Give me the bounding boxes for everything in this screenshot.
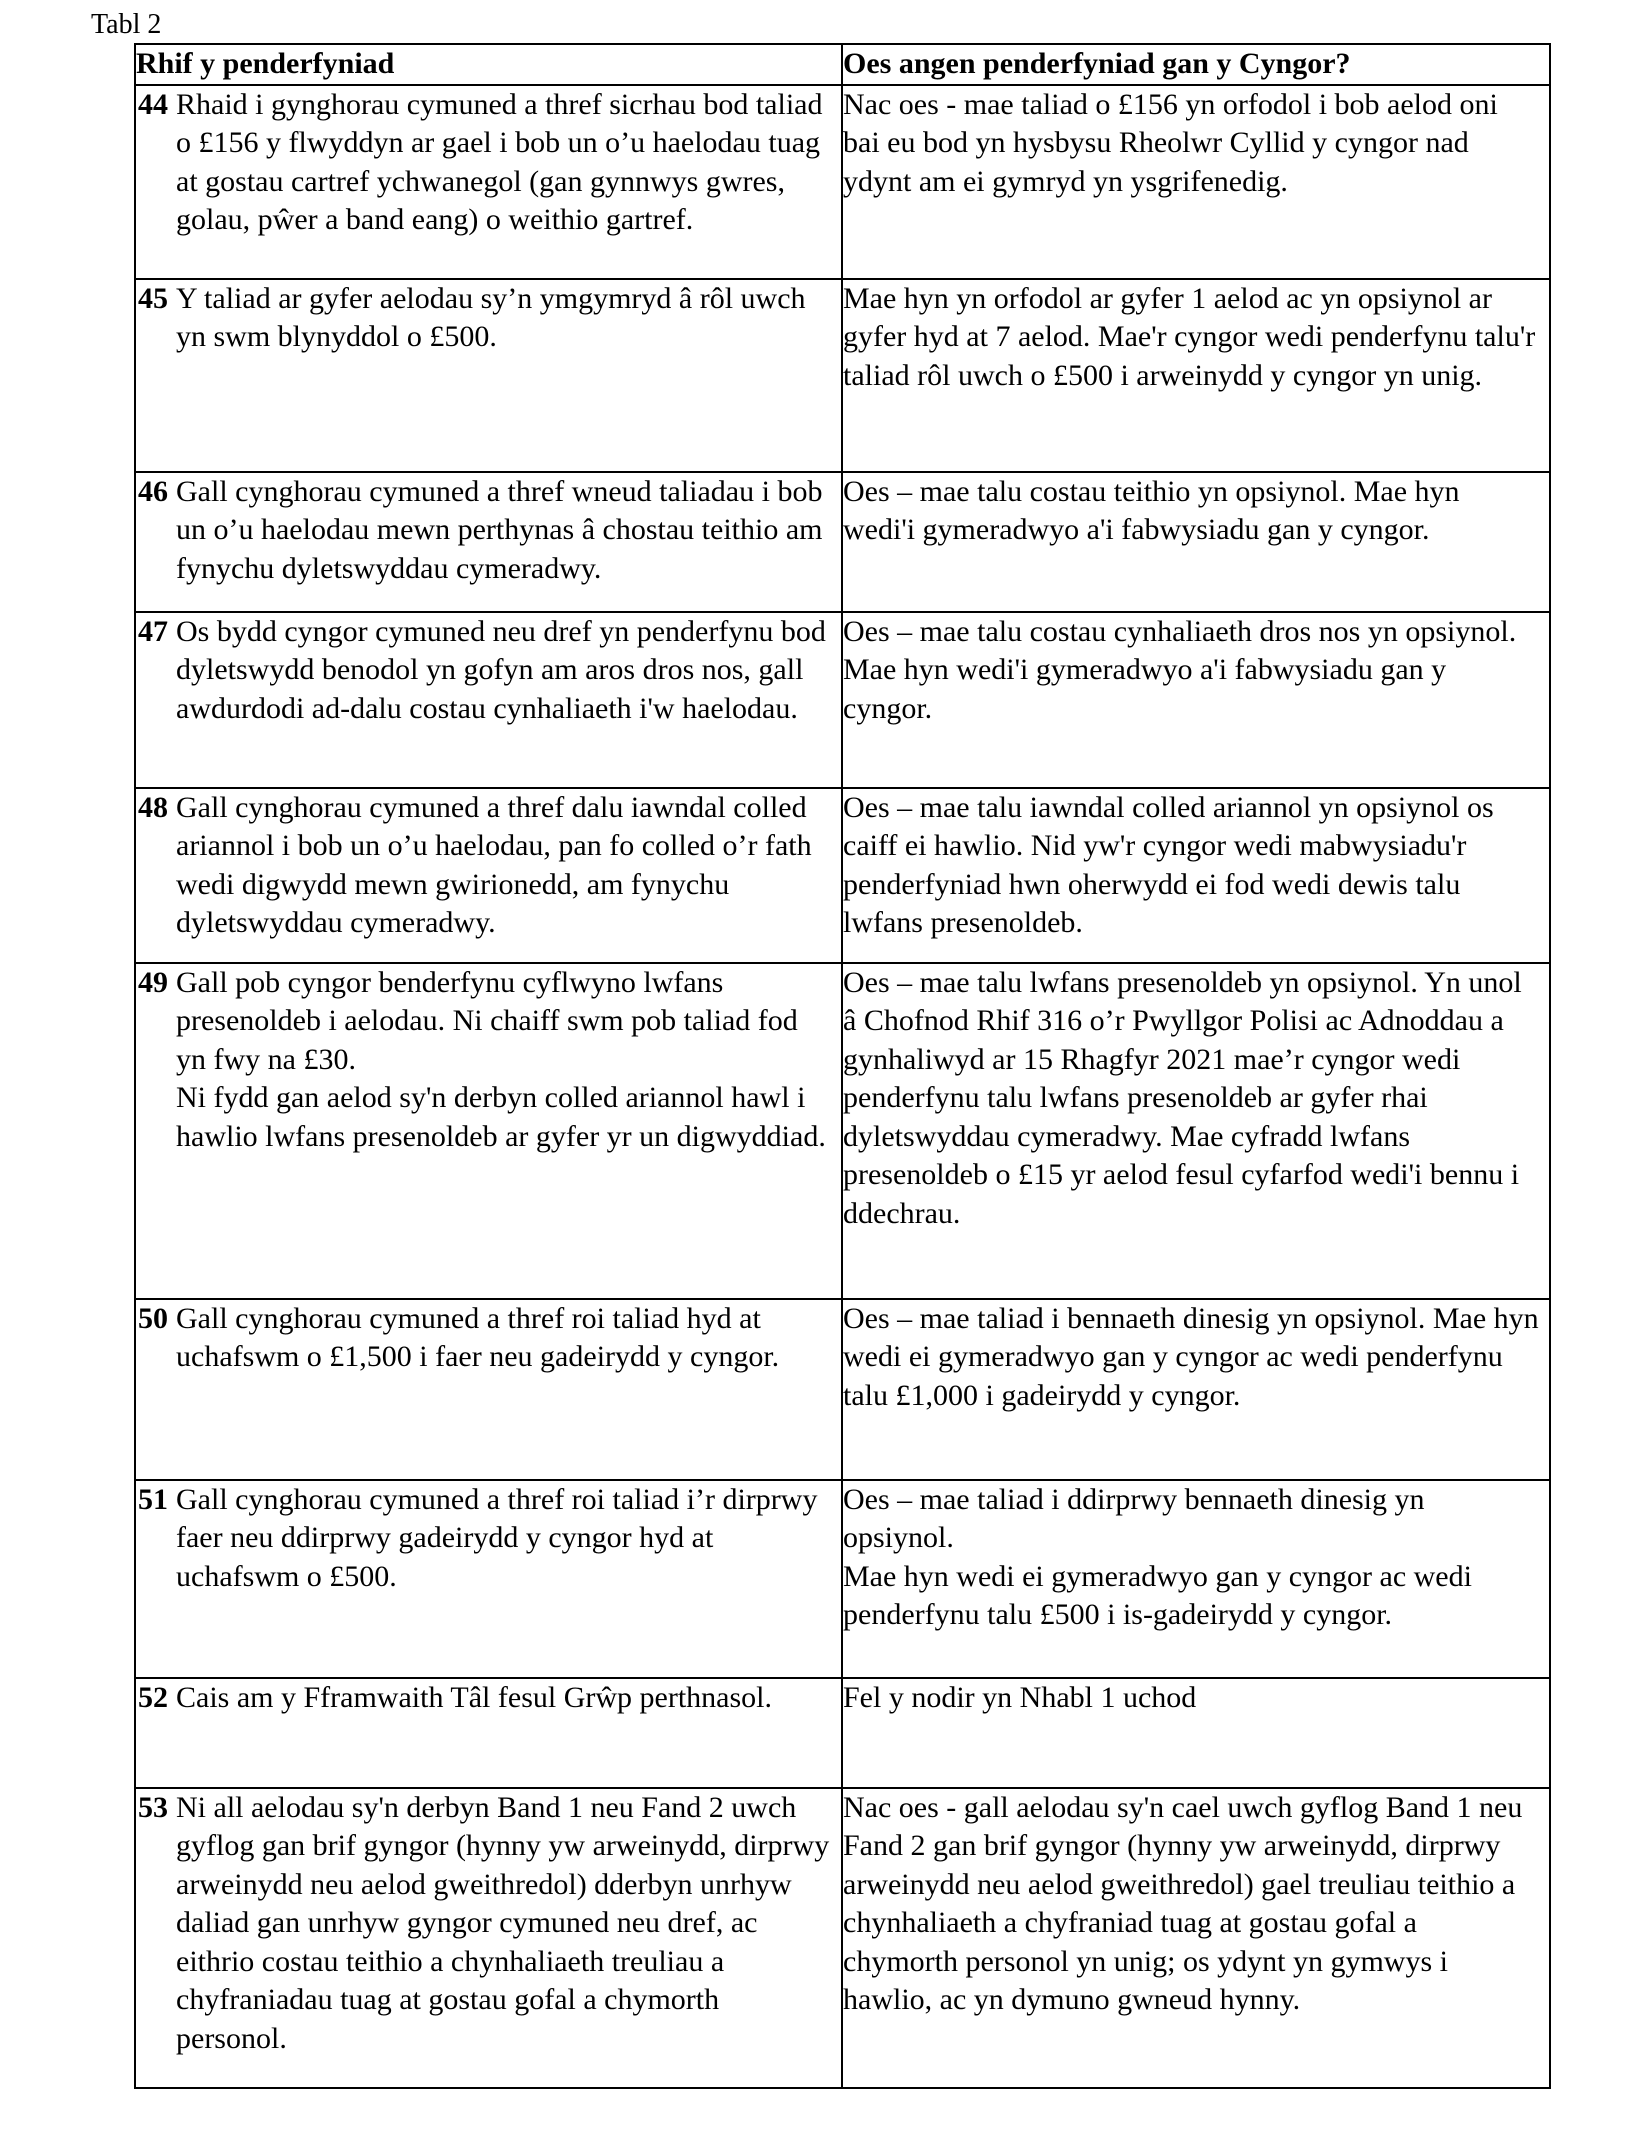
table-row <box>135 1788 1550 2088</box>
decision-requirement-cell <box>135 1480 842 1678</box>
council-decision-paragraph: Oes – mae taliad i ddirprwy bennaeth dinesig yn opsiynol. <box>843 1482 1425 1554</box>
requirement-paragraph: Rhaid i gynghorau cymuned a thref sicrhau bod taliad o £156 y flwyddyn ar gael i bob un o’u haelodau tuag at gostau cartref ychwanegol (gan gynnwys gwres, golau, pŵer a band eang) o weithio gartref. <box>176 87 823 236</box>
council-decision-paragraph: Oes – mae taliad i bennaeth dinesig yn opsiynol. Mae hyn wedi ei gymeradwyo gan y cyngor ac wedi penderfynu talu £1,000 i gadeirydd y cyngor. <box>843 1301 1539 1412</box>
decision-requirement-text <box>136 473 831 589</box>
table-body <box>135 85 1550 2088</box>
decision-requirement-text <box>136 1300 831 1377</box>
requirement-paragraph: Gall cynghorau cymuned a thref dalu iawndal colled ariannol i bob un o’u haelodau, pan fo colled o’r fath wedi digwydd mewn gwirionedd, am fynychu dyletswyddau cymeradwy. <box>176 790 812 939</box>
decision-requirement-text <box>136 613 831 729</box>
decision-requirement-text <box>136 1679 831 1718</box>
requirement-paragraph: Gall pob cyngor benderfynu cyflwyno lwfans presenoldeb i aelodau. Ni chaiff swm pob taliad fod yn fwy na £30. <box>176 965 798 1076</box>
table-header-row <box>135 44 1550 85</box>
council-decision-cell <box>842 1299 1550 1480</box>
table-row <box>135 612 1550 788</box>
requirement-paragraph: Cais am y Fframwaith Tâl fesul Grŵp perthnasol. <box>176 1680 772 1714</box>
council-decision-paragraph: Oes – mae talu iawndal colled ariannol yn opsiynol os caiff ei hawlio. Nid yw'r cyngor wedi mabwysiadu'r penderfyniad hwn oherwydd ei fod wedi dewis talu lwfans presenoldeb. <box>843 790 1494 939</box>
council-decision-cell <box>842 1788 1550 2088</box>
table-row <box>135 472 1550 612</box>
council-decision-cell <box>842 1480 1550 1678</box>
decision-requirement-text <box>136 964 831 1157</box>
requirement-paragraph: Gall cynghorau cymuned a thref wneud taliadau i bob un o’u haelodau mewn perthynas â chostau teithio am fynychu dyletswyddau cymeradwy. <box>176 474 823 585</box>
decision-requirement-text <box>136 1789 831 2059</box>
decision-number: 51 <box>138 1482 168 1516</box>
table-row <box>135 1678 1550 1788</box>
decision-requirement-cell <box>135 472 842 612</box>
requirement-paragraph: Ni fydd gan aelod sy'n derbyn colled ariannol hawl i hawlio lwfans presenoldeb ar gyfer yr un digwyddiad. <box>176 1081 826 1153</box>
council-decision-paragraph: Oes – mae talu costau teithio yn opsiynol. Mae hyn wedi'i gymeradwyo a'i fabwysiadu gan y cyngor. <box>843 474 1460 546</box>
decision-requirement-text <box>136 280 831 357</box>
decision-requirement-cell <box>135 85 842 279</box>
table-row <box>135 1299 1550 1480</box>
decision-requirement-cell <box>135 1299 842 1480</box>
council-decision-cell <box>842 963 1550 1299</box>
header-decision-number: Rhif y penderfyniad <box>135 44 842 85</box>
table-row <box>135 963 1550 1299</box>
decision-requirement-cell <box>135 279 842 472</box>
decision-number: 53 <box>138 1790 168 1824</box>
council-decision-paragraph: Oes – mae talu lwfans presenoldeb yn opsiynol. Yn unol â Chofnod Rhif 316 o’r Pwyllgor Polisi ac Adnoddau a gynhaliwyd ar 15 Rhagfyr 2021 mae’r cyngor wedi penderfynu talu lwfans presenoldeb ar gyfer rhai dyletswyddau cymeradwy. Mae cyfradd lwfans presenoldeb o £15 yr aelod fesul cyfarfod wedi'i bennu i ddechrau. <box>843 965 1522 1230</box>
council-decision-cell <box>842 612 1550 788</box>
requirement-paragraph: Ni all aelodau sy'n derbyn Band 1 neu Fand 2 uwch gyflog gan brif gyngor (hynny yw arweinydd, dirprwy arweinydd neu aelod gweithredol) dderbyn unrhyw daliad gan unrhyw gyngor cymuned neu dref, ac eithrio costau teithio a chynhaliaeth treuliau a chyfraniadau tuag at gostau gofal a chymorth personol. <box>176 1790 830 2055</box>
requirement-paragraph: Gall cynghorau cymuned a thref roi taliad i’r dirprwy faer neu ddirprwy gadeirydd y cyngor hyd at uchafswm o £500. <box>176 1482 818 1593</box>
decision-number: 45 <box>138 281 168 315</box>
requirement-paragraph: Gall cynghorau cymuned a thref roi taliad hyd at uchafswm o £1,500 i faer neu gadeirydd y cyngor. <box>176 1301 780 1373</box>
decision-requirement-cell <box>135 612 842 788</box>
council-decision-cell <box>842 85 1550 279</box>
header-council-decision: Oes angen penderfyniad gan y Cyngor? <box>842 44 1550 85</box>
council-decision-cell <box>842 472 1550 612</box>
decision-requirement-cell <box>135 963 842 1299</box>
decision-number: 47 <box>138 614 168 648</box>
council-decision-paragraph: Fel y nodir yn Nhabl 1 uchod <box>843 1680 1197 1714</box>
table-row <box>135 279 1550 472</box>
council-decision-paragraph: Nac oes - gall aelodau sy'n cael uwch gyflog Band 1 neu Fand 2 gan brif gyngor (hynny yw arweinydd, dirprwy arweinydd neu aelod gweithredol) gael treuliau teithio a chynhaliaeth a chyfraniad tuag at gostau gofal a chymorth personol yn unig; os ydynt yn gymwys i hawlio, ac yn dymuno gwneud hynny. <box>843 1790 1523 2016</box>
decision-number: 48 <box>138 790 168 824</box>
council-decision-cell <box>842 1678 1550 1788</box>
table-row <box>135 85 1550 279</box>
council-decision-paragraph: Mae hyn wedi ei gymeradwyo gan y cyngor ac wedi penderfynu talu £500 i is-gadeirydd y cyngor. <box>843 1559 1472 1631</box>
decision-number: 49 <box>138 965 168 999</box>
decision-requirement-cell <box>135 1678 842 1788</box>
decision-requirement-text <box>136 86 831 240</box>
decision-number: 44 <box>138 87 168 121</box>
table-row <box>135 788 1550 963</box>
decisions-table <box>134 43 1551 2089</box>
decision-number: 52 <box>138 1680 168 1714</box>
decision-number: 46 <box>138 474 168 508</box>
council-decision-cell <box>842 279 1550 472</box>
table-row <box>135 1480 1550 1678</box>
council-decision-paragraph: Mae hyn yn orfodol ar gyfer 1 aelod ac yn opsiynol ar gyfer hyd at 7 aelod. Mae'r cyngor wedi penderfynu talu'r taliad rôl uwch o £500 i arweinydd y cyngor yn unig. <box>843 281 1536 392</box>
council-decision-paragraph: Oes – mae talu costau cynhaliaeth dros nos yn opsiynol. Mae hyn wedi'i gymeradwyo a'i fabwysiadu gan y cyngor. <box>843 614 1517 725</box>
decision-number: 50 <box>138 1301 168 1335</box>
council-decision-paragraph: Nac oes - mae taliad o £156 yn orfodol i bob aelod oni bai eu bod yn hysbysu Rheolwr Cyllid y cyngor nad ydynt am ei gymryd yn ysgrifenedig. <box>843 87 1498 198</box>
requirement-paragraph: Y taliad ar gyfer aelodau sy’n ymgymryd â rôl uwch yn swm blynyddol o £500. <box>176 281 806 353</box>
table-caption: Tabl 2 <box>91 9 162 40</box>
decision-requirement-text <box>136 1481 831 1597</box>
decision-requirement-text <box>136 789 831 943</box>
decision-requirement-cell <box>135 788 842 963</box>
council-decision-cell <box>842 788 1550 963</box>
decision-requirement-cell <box>135 1788 842 2088</box>
requirement-paragraph: Os bydd cyngor cymuned neu dref yn penderfynu bod dyletswydd benodol yn gofyn am aros dros nos, gall awdurdodi ad-dalu costau cynhaliaeth i'w haelodau. <box>176 614 826 725</box>
